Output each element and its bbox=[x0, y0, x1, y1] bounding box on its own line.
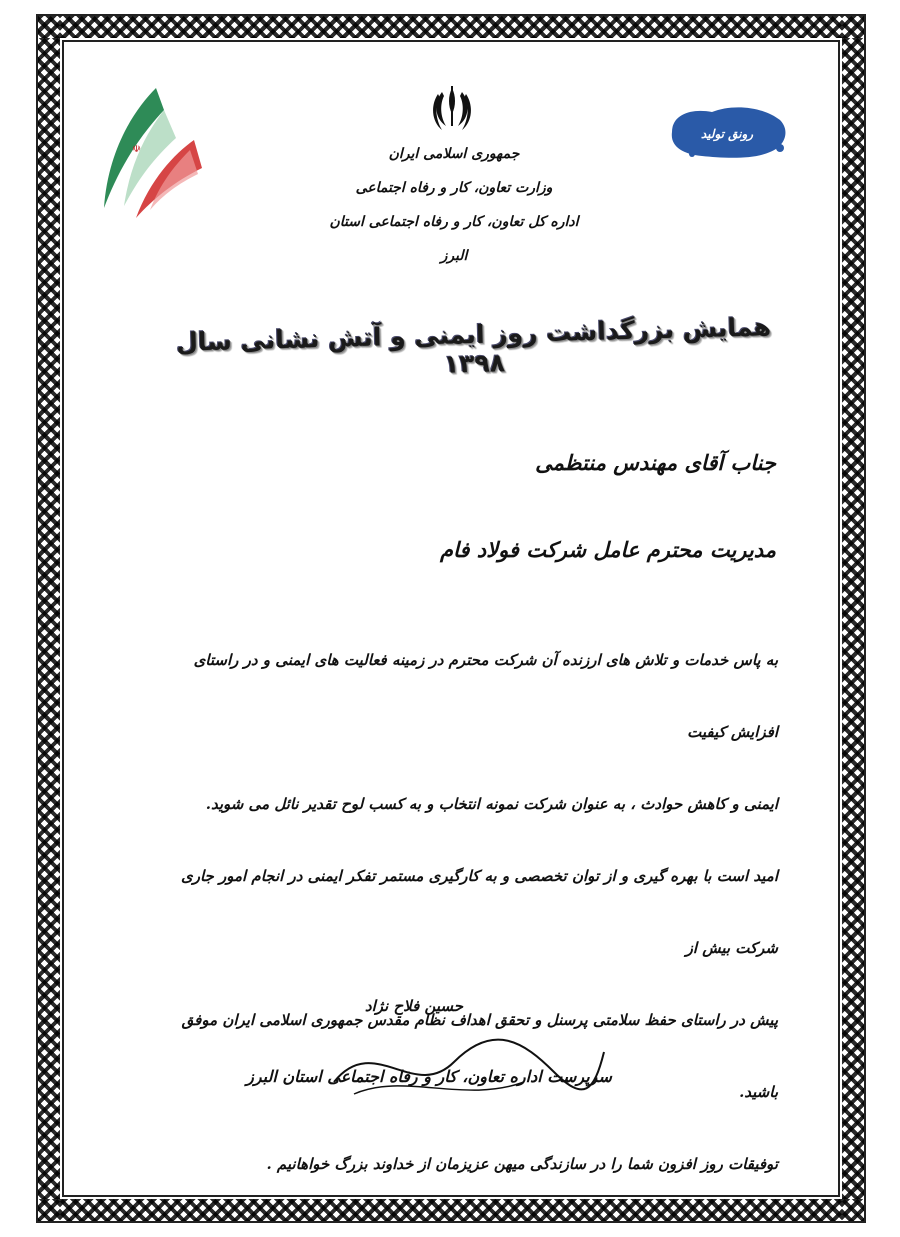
svg-text:☫: ☫ bbox=[132, 144, 141, 155]
country-line: جمهوری اسلامی ایران bbox=[388, 146, 520, 162]
body-line-5: توفیقات روز افزون شما را در سازندگی میهن عزیزمان از خداوند بزرگ خواهانیم . bbox=[266, 1155, 778, 1173]
certificate-title: همایش بزرگداشت روز ایمنی و آتش نشانی سال ۱۳۹۸ bbox=[175, 312, 772, 379]
recipient-name: جناب آقای مهندس منتظمی bbox=[535, 450, 776, 475]
signer-title: سرپرست اداره تعاون، کار و رفاه اجتماعی استان البرز bbox=[246, 1067, 612, 1086]
iran-emblem-icon bbox=[430, 84, 474, 132]
body-line-4: پیش در راستای حفظ سلامتی پرسنل و تحقق اهداف نظام مقدس جمهوری اسلامی ایران موفق باشید. bbox=[181, 1011, 778, 1101]
flag-swoosh-logo bbox=[94, 80, 204, 220]
recipient-position: مدیریت محترم عامل شرکت فولاد فام bbox=[440, 537, 776, 562]
handwritten-signature bbox=[294, 1012, 614, 1112]
signer-name: حسین فلاح نژاد bbox=[364, 997, 464, 1015]
ministry-line: وزارت تعاون، کار و رفاه اجتماعی bbox=[355, 180, 553, 196]
badge-text: رونق تولید bbox=[700, 127, 754, 141]
body-line-2: ایمنی و کاهش حوادث ، به عنوان شرکت نمونه انتخاب و به کسب لوح تقدیر نائل می شوید. bbox=[205, 795, 778, 813]
certificate-content bbox=[64, 42, 838, 1195]
production-badge-logo bbox=[662, 102, 792, 162]
body-line-1: به پاس خدمات و تلاش های ارزنده آن شرکت محترم در زمینه فعالیت های ایمنی و در راستای افزایش کیفیت bbox=[193, 651, 778, 741]
body-line-3: امید است با بهره گیری و از توان تخصصی و به کارگیری مستمر تفکر ایمنی در انجام امور جاری شرکت بیش از bbox=[180, 867, 778, 957]
department-line: اداره کل تعاون، کار و رفاه اجتماعی استان البرز bbox=[329, 214, 579, 264]
government-header bbox=[314, 137, 594, 273]
certificate-body bbox=[154, 624, 778, 1200]
